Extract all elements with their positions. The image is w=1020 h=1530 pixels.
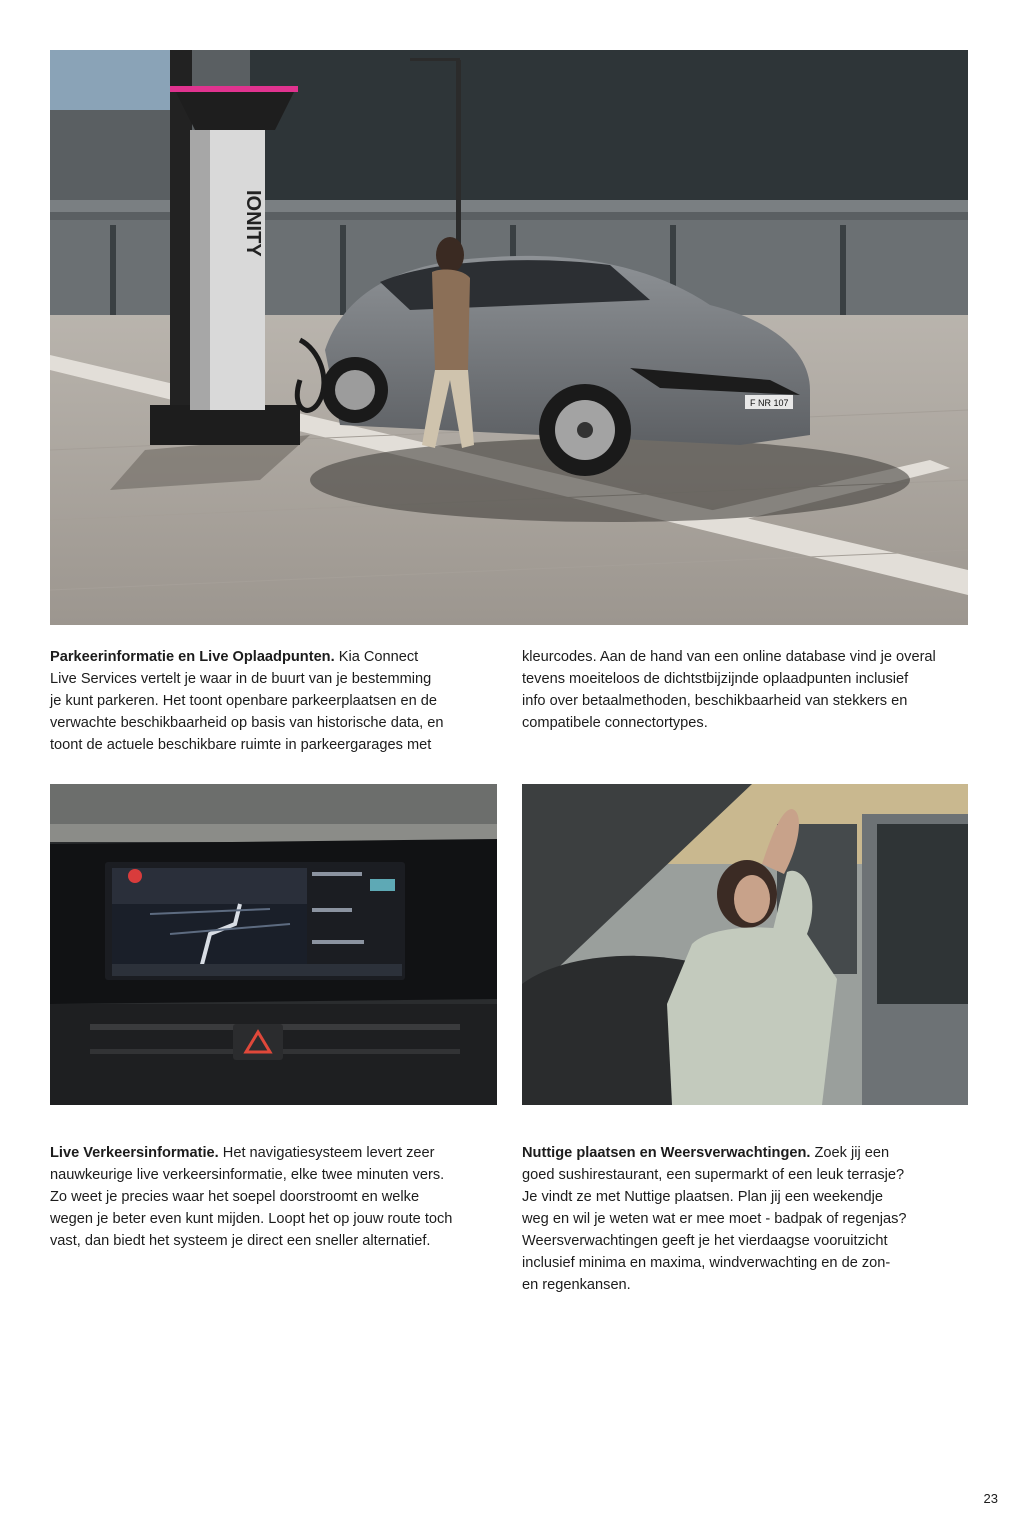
plate-label: F NR 107 [750, 398, 789, 408]
traffic-info-paragraph [50, 1142, 500, 1252]
places-weather-line-3: Je vindt ze met Nuttige plaatsen. Plan jij een weekendje [522, 1189, 884, 1205]
places-weather-title: Nuttige plaatsen en Weersverwachtingen. [522, 1145, 811, 1161]
hero-photo [50, 50, 968, 625]
traffic-info-title: Live Verkeersinformatie. [50, 1145, 219, 1161]
traffic-info-line-3: Zo weet je precies waar het soepel doorstroomt en welke [50, 1189, 420, 1205]
traffic-info-line-1: Het navigatiesysteem levert zeer [222, 1145, 435, 1161]
parking-info-line-9: compatibele connectortypes. [522, 715, 708, 731]
page-number: 23 [983, 1491, 998, 1506]
woman-by-car-illustration [522, 784, 968, 1105]
places-weather-line-2: goed sushirestaurant, een supermarkt of een leuk terrasje? [522, 1167, 905, 1183]
traffic-info-line-2: nauwkeurige live verkeersinformatie, elke twee minuten vers. [50, 1167, 445, 1183]
traffic-info-line-4: wegen je beter even kunt mijden. Loopt het op jouw route toch [50, 1211, 453, 1227]
navigation-screen-photo [50, 784, 497, 1105]
places-weather-line-4: weg en wil je weten wat er mee moet - badpak of regenjas? [522, 1211, 907, 1227]
parking-info-paragraph [50, 646, 490, 756]
places-weather-paragraph [522, 1142, 972, 1296]
places-weather-line-1: Zoek jij een [814, 1145, 890, 1161]
parking-info-line-5: toont de actuele beschikbare ruimte in parkeergarages met [50, 737, 432, 753]
parking-info-line-7: tevens moeiteloos de dichtstbijzijnde oplaadpunten inclusief [522, 671, 909, 687]
parking-info-line-6: kleurcodes. Aan de hand van een online database vind je overal [522, 649, 936, 665]
parking-info-title: Parkeerinformatie en Live Oplaadpunten. [50, 649, 335, 665]
parking-info-line-3: je kunt parkeren. Het toont openbare parkeerplaatsen en de [50, 693, 437, 709]
woman-by-car-photo [522, 784, 968, 1105]
navigation-screen-illustration [50, 784, 497, 1105]
parking-info-line-4: verwachte beschikbaarheid op basis van historische data, en [50, 715, 444, 731]
places-weather-line-5: Weersverwachtingen geeft je het vierdaagse vooruitzicht [522, 1233, 888, 1249]
traffic-info-line-5: vast, dan biedt het systeem je direct een sneller alternatief. [50, 1233, 431, 1249]
parking-info-paragraph-continued [522, 646, 972, 734]
parking-info-line-8: info over betaalmethoden, beschikbaarheid van stekkers en [522, 693, 908, 709]
parking-info-line-2: Live Services vertelt je waar in de buurt van je bestemming [50, 671, 432, 687]
charger-brand-label: IONITY [242, 190, 264, 257]
places-weather-line-6: inclusief minima en maxima, windverwachting en de zon- [522, 1255, 891, 1271]
parking-info-line-1: Kia Connect [338, 649, 419, 665]
places-weather-line-7: en regenkansen. [522, 1277, 631, 1293]
hero-photo-illustration [50, 50, 968, 625]
